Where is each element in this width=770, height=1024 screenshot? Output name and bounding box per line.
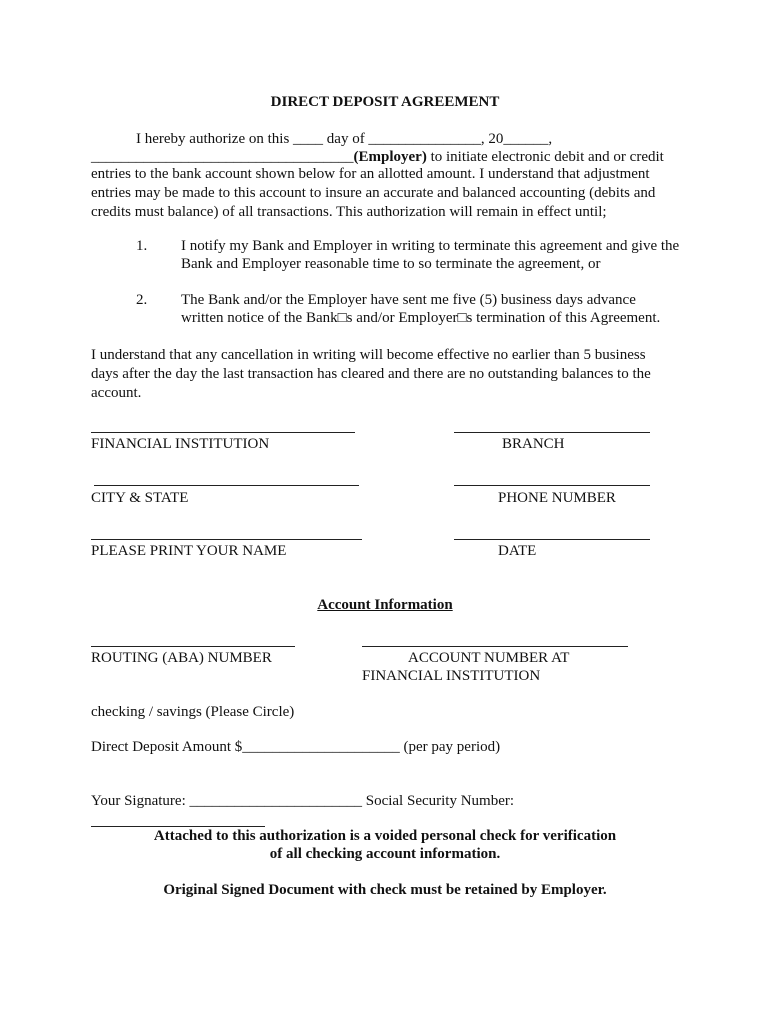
signature-line-text: Your Signature: _______________________ Social Security Number:: [91, 793, 515, 809]
account-info-heading: Account Information: [317, 597, 453, 613]
date-line[interactable]: [454, 539, 650, 540]
financial-institution-line[interactable]: [91, 432, 355, 433]
cancellation-paragraph: I understand that any cancellation in writing will become effective no earlier than 5 business days after the day the last transaction has cleared and there are no outstanding balances to the account.: [91, 347, 651, 401]
account-number-line[interactable]: [362, 646, 628, 647]
financial-institution-label: FINANCIAL INSTITUTION: [91, 436, 270, 452]
condition-number: 1.: [136, 238, 148, 254]
print-name-line[interactable]: [91, 539, 362, 540]
employer-line-text: to initiate electronic debit and or credit: [426, 149, 664, 165]
routing-number-label: ROUTING (ABA) NUMBER: [91, 650, 272, 666]
branch-label: BRANCH: [502, 436, 565, 452]
phone-number-label: PHONE NUMBER: [498, 490, 616, 506]
condition-text: The Bank and/or the Employer have sent me five (5) business days advance written notice of the Bank□s and/or Employer□s termination of this Agreement.: [181, 292, 661, 326]
account-number-label-line2: FINANCIAL INSTITUTION: [362, 668, 541, 684]
city-state-label: CITY & STATE: [91, 490, 189, 506]
account-number-label: ACCOUNT NUMBER AT: [408, 650, 570, 666]
city-state-line[interactable]: [94, 485, 359, 486]
checking-savings-text: checking / savings (Please Circle): [91, 704, 295, 720]
document-title: DIRECT DEPOSIT AGREEMENT: [270, 94, 500, 110]
employer-line: [91, 148, 664, 166]
routing-number-line[interactable]: [91, 646, 295, 647]
print-name-label: PLEASE PRINT YOUR NAME: [91, 543, 287, 559]
attached-notice-line1: Attached to this authorization is a voided personal check for verification: [153, 828, 617, 844]
authorization-date-line: I hereby authorize on this ____ day of _______________, 20______,: [136, 131, 553, 147]
employer-label: (Employer): [353, 149, 427, 165]
deposit-amount-text: Direct Deposit Amount $_____________________ (per pay period): [91, 739, 501, 755]
employer-blank: ___________________________________: [91, 149, 354, 165]
retention-notice: Original Signed Document with check must be retained by Employer.: [163, 882, 607, 898]
condition-number: 2.: [136, 292, 148, 308]
attached-notice-line2: of all checking account information.: [269, 846, 501, 862]
date-label: DATE: [498, 543, 537, 559]
authorization-paragraph: entries to the bank account shown below for an allotted amount. I understand that adjustment entries may be made to this account to insure an accurate and balanced accounting (debits and credits must balance) of all transactions. This authorization will remain in effect until;: [91, 166, 656, 220]
condition-text: I notify my Bank and Employer in writing to terminate this agreement and give the Bank and Employer reasonable time to so terminate the agreement, or: [181, 238, 680, 272]
phone-number-line[interactable]: [454, 485, 650, 486]
branch-line[interactable]: [454, 432, 650, 433]
